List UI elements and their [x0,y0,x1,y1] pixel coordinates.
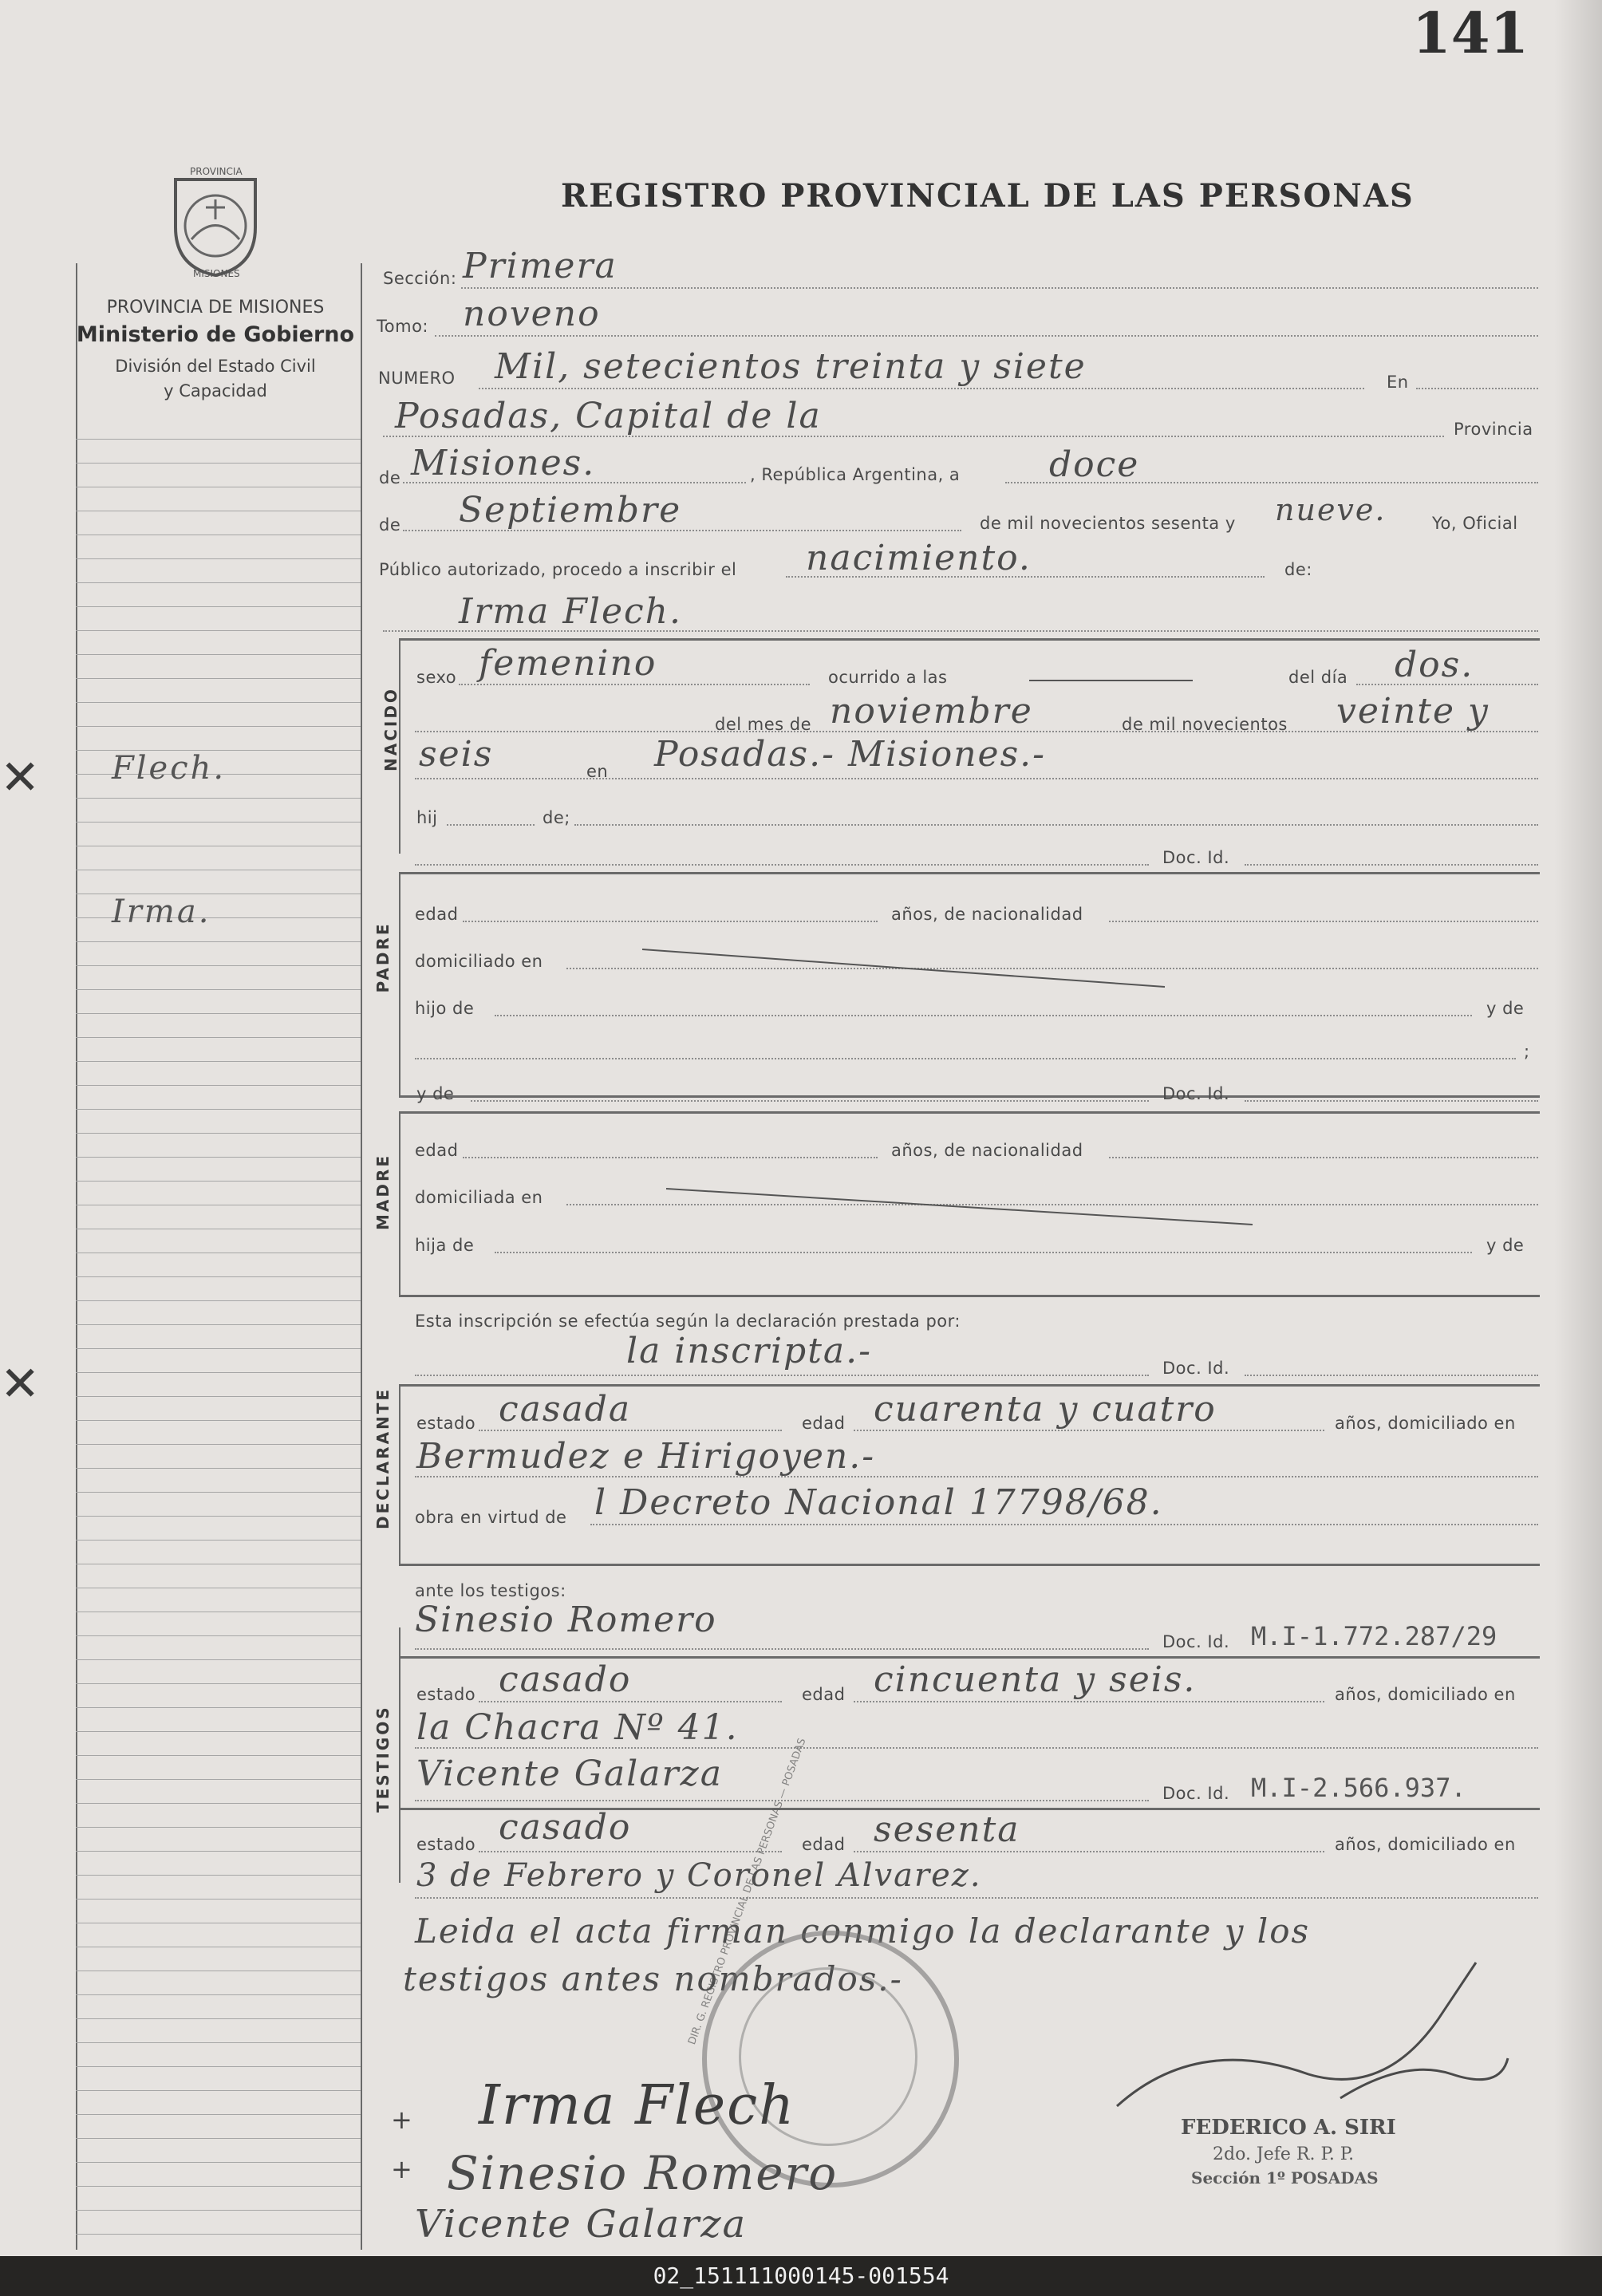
section-label-testigos: TESTIGOS [373,1705,393,1813]
left-header-line3: División del Estado Civil [115,357,316,376]
label-de-semi: de; [543,808,570,827]
margin-rule [76,726,361,727]
margin-note-surname: Flech. [112,750,227,787]
rule [1005,482,1538,483]
margin-rule [76,2234,361,2235]
margin-rule [76,1444,361,1445]
entry-testigo1: Sinesio Romero [415,1600,717,1640]
document-title: REGISTRO PROVINCIAL DE LAS PERSONAS [561,177,1415,215]
margin-rule [76,1851,361,1852]
margin-rule [76,1635,361,1636]
label-edad: edad [415,1141,459,1160]
entry-testigo1-doc: M.I-1.772.287/29 [1251,1621,1497,1651]
rule [479,1430,782,1431]
margin-rule [76,822,361,823]
label-doc-id: Doc. Id. [1162,848,1230,867]
entry-declarante: la inscripta.- [626,1331,872,1371]
margin-rule [76,678,361,679]
entry-dia-nac: dos. [1395,645,1474,685]
label-y-de: y de [1486,1236,1525,1255]
entry-anio-nac-b: seis [419,734,494,775]
rule [786,576,1265,578]
margin-rule [76,582,361,583]
entry-testigo1-edad: cincuenta y seis. [874,1659,1197,1700]
section-border [399,872,1540,874]
label-en: En [1387,373,1409,392]
margin-rule [76,2018,361,2019]
rule [415,1476,1538,1477]
margin-rule [76,1659,361,1660]
margin-rule [76,2090,361,2091]
margin-rule [76,1396,361,1397]
label-del-dia: del día [1288,668,1348,687]
margin-rule [76,1085,361,1086]
rule [383,436,1444,437]
label-obra: obra en virtud de [415,1508,567,1527]
label-domiciliada: domiciliada en [415,1188,543,1207]
margin-rule [76,1492,361,1493]
strike-line [638,945,1173,993]
entry-sexo: femenino [479,643,657,684]
dash-line [1029,680,1193,681]
left-column-border [76,263,77,2250]
x-mark-icon: + [391,2154,412,2184]
entry-decl-edad: cuarenta y cuatro [874,1389,1217,1430]
label-sexo: sexo [416,668,457,687]
label-edad: edad [802,1835,846,1854]
section-border [399,1095,1540,1098]
label-edad: edad [802,1685,846,1704]
rule [415,778,1538,779]
signature-2: Sinesio Romero [447,2146,838,2200]
margin-rule [76,606,361,607]
rule [415,1897,1538,1899]
margin-rule [76,1324,361,1325]
margin-rule [76,1300,361,1301]
label-yo-oficial: Yo, Oficial [1432,514,1518,533]
margin-note-given-name: Irma. [112,894,211,930]
entry-inscripto: Irma Flech. [459,591,682,632]
entry-anio-nac-a: veinte y [1336,691,1490,732]
rule [590,1524,1538,1525]
label-anos-dom: años, domiciliado en [1335,1685,1516,1704]
rule [1245,1375,1538,1376]
rule [1416,388,1538,389]
section-border [399,1627,400,1883]
entry-mes-acta: Septiembre [459,490,682,531]
margin-rule [76,702,361,703]
rule [415,731,1538,732]
margin-rule [76,1013,361,1014]
entry-decl-domicilio: Bermudez e Hirigoyen.- [416,1436,876,1477]
label-doc-id: Doc. Id. [1162,1084,1230,1103]
rule [574,824,1538,826]
rule [415,1747,1538,1749]
rule [383,630,1538,632]
entry-mes-nac: noviembre [830,691,1033,732]
section-border [399,1656,1540,1659]
margin-rule [76,558,361,559]
folio-number: 141 [1412,0,1529,66]
label-domiciliado: domiciliado en [415,952,543,971]
label-de-mil: de mil novecientos sesenta y [980,514,1236,533]
label-edad: edad [802,1414,846,1433]
section-border [399,638,1540,641]
label-republica: , República Argentina, a [750,465,961,484]
section-label-madre: MADRE [373,1153,393,1231]
label-edad: edad [415,905,459,924]
margin-rule [76,941,361,942]
label-publico: Público autorizado, procedo a inscribir el [379,560,737,579]
rule [463,1157,878,1158]
left-header-line2: Ministerio de Gobierno [76,322,355,347]
rule [463,921,878,922]
margin-rule [76,2042,361,2043]
section-border [399,1384,400,1564]
margin-rule [76,1707,361,1708]
rule [415,1648,1149,1650]
margin-rule [76,989,361,990]
section-border [399,1564,1540,1566]
margin-rule [76,1683,361,1684]
rule [854,1430,1324,1431]
entry-testigo1-estado: casado [499,1659,632,1700]
label-y-de: y de [1486,999,1525,1018]
margin-rule [76,1803,361,1804]
label-anos-nac: años, de nacionalidad [891,1141,1083,1160]
margin-rule [76,1875,361,1876]
margin-rule [76,463,361,464]
label-estado: estado [416,1685,476,1704]
rule [854,1851,1324,1852]
entry-provincia: Misiones. [411,443,596,483]
label-estado: estado [416,1414,476,1433]
entry-anio-acta: nueve. [1275,492,1387,527]
entry-testigo2-dom: 3 de Febrero y Coronel Alvarez. [416,1857,982,1894]
entry-seccion: Primera [463,246,618,286]
margin-rule [76,2114,361,2115]
entry-tomo: noveno [463,294,601,334]
margin-rule [76,1372,361,1373]
rule [459,684,810,685]
margin-rule [76,1540,361,1541]
label-y-de: y de [416,1084,455,1103]
section-border [399,872,400,1095]
label-doc-id: Doc. Id. [1162,1632,1230,1651]
entry-testigo2-estado: casado [499,1807,632,1848]
official-stamp-name: FEDERICO A. SIRI [1181,2116,1396,2140]
margin-rule [76,2210,361,2211]
label-ante: ante los testigos: [415,1581,566,1600]
label-doc-id: Doc. Id. [1162,1784,1230,1803]
margin-rule [76,1181,361,1182]
punch-mark-icon: ✕ [0,750,41,806]
seal-text-top: PROVINCIA [190,166,243,177]
section-border [399,1111,400,1295]
margin-rule [76,1779,361,1780]
label-hijo-de: hijo de [415,999,475,1018]
label-doc-id: Doc. Id. [1162,1359,1230,1378]
provincial-seal-icon [160,164,271,279]
left-header-line1: PROVINCIA DE MISIONES [106,298,325,318]
punch-mark-icon: ✕ [0,1356,41,1412]
official-stamp-line2: 2do. Jefe R. P. P. [1213,2144,1355,2164]
rule [471,1100,1149,1102]
label-en: en [586,762,609,781]
entry-acto: nacimiento. [806,538,1032,578]
label-semicolon: ; [1524,1042,1530,1061]
x-mark-icon: + [391,2105,412,2135]
margin-rule [76,798,361,799]
label-de: de [379,515,401,535]
margin-rule [76,1827,361,1828]
closing-line-2: testigos antes nombrados.- [403,1959,903,1998]
margin-rule [76,439,361,440]
rule [479,388,1364,389]
entry-lugar: Posadas, Capital de la [395,396,822,436]
rule [1109,1157,1538,1158]
left-header-line4: y Capacidad [164,381,267,400]
margin-rule [76,1899,361,1900]
entry-lugar-nac: Posadas.- Misiones.- [654,734,1047,775]
section-border [399,1384,1540,1387]
margin-rule [76,1109,361,1110]
label-ocurrido: ocurrido a las [828,668,948,687]
rule [1109,921,1538,922]
section-label-nacido: NACIDO [381,687,400,771]
margin-rule [76,2186,361,2187]
official-signature [1101,1939,1516,2130]
label-tomo: Tomo: [377,317,428,336]
margin-rule [76,1994,361,1995]
margin-rule [76,1037,361,1038]
label-de: de [379,468,401,487]
label-seccion: Sección: [383,269,457,288]
entry-decl-obra: l Decreto Nacional 17798/68. [594,1482,1163,1523]
label-anos-nac: años, de nacionalidad [891,905,1083,924]
margin-rule [76,1731,361,1732]
margin-rule [76,1420,361,1421]
entry-testigo2-doc: M.I-2.566.937. [1251,1773,1466,1803]
entry-decl-estado: casada [499,1389,632,1430]
section-border [399,1111,1540,1114]
margin-rule [76,2162,361,2163]
seal-text-bottom: MISIONES [193,268,240,279]
entry-numero: Mil, setecientos treinta y siete [495,346,1087,387]
label-anos-dom: años, domiciliado en [1335,1414,1516,1433]
rule [495,1252,1472,1253]
margin-rule [76,1516,361,1517]
label-numero: NUMERO [378,369,456,388]
rule [403,482,746,483]
label-estado: estado [416,1835,476,1854]
official-stamp-line3: Sección 1º POSADAS [1191,2168,1379,2188]
entry-testigo2: Vicente Galarza [416,1754,723,1794]
label-de-mil-nov: de mil novecientos [1122,715,1288,734]
margin-rule [76,2138,361,2139]
rule [447,824,535,826]
rule [403,530,961,531]
margin-rule [76,1133,361,1134]
rule [1245,1100,1538,1102]
left-column-border [361,263,362,2250]
entry-testigo1-dom: la Chacra Nº 41. [416,1707,739,1748]
rule [1245,864,1538,866]
margin-rule [76,1755,361,1756]
margin-rule [76,654,361,655]
margin-rule [76,2066,361,2067]
label-hij: hij [416,808,438,827]
signature-3: Vicente Galarza [415,2202,748,2247]
section-label-declarante: DECLARANTE [373,1387,393,1529]
rule [1356,684,1538,685]
round-stamp-text: DIR. G. REGISTRO PROVINCIAL DE LAS PERSONAS — POSADAS [686,1737,809,2047]
margin-rule [76,1276,361,1277]
rule [495,1015,1472,1016]
label-anos-dom: años, domiciliado en [1335,1835,1516,1854]
section-label-padre: PADRE [373,921,393,993]
label-hija-de: hija de [415,1236,475,1255]
label-esta-inscripcion: Esta inscripción se efectúa según la declaración prestada por: [415,1312,961,1331]
margin-rule [76,1061,361,1062]
rule [479,1701,782,1702]
entry-dia-acta: doce [1049,444,1140,485]
section-border [399,1295,1540,1297]
rule [461,287,1538,289]
margin-rule [76,1468,361,1469]
closing-line-1: Leida el acta firman conmigo la declarante y los [415,1911,1311,1951]
label-del-mes: del mes de [715,715,812,734]
margin-rule [76,1157,361,1158]
image-id-footer: 02_151111000145-001554 [0,2256,1602,2296]
entry-testigo2-edad: sesenta [874,1809,1020,1850]
margin-rule [76,630,361,631]
margin-rule [76,1348,361,1349]
margin-rule [76,965,361,966]
label-provincia: Provincia [1454,420,1533,439]
strike-line [662,1185,1261,1233]
rule [479,1851,782,1852]
rule [854,1701,1324,1702]
rule [415,1375,1149,1376]
rule [415,1058,1516,1059]
rule [415,864,1149,866]
rule [435,335,1538,337]
signature-1: Irma Flech [479,2074,796,2137]
label-de-colon: de: [1284,560,1312,579]
